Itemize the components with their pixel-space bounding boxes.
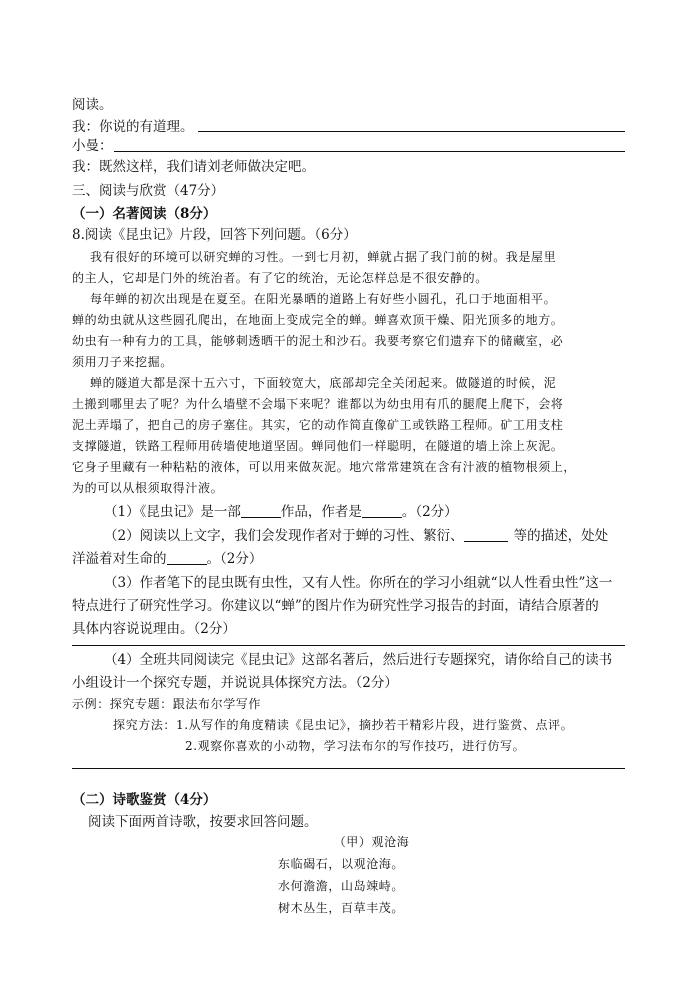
answer-line[interactable] [72,645,625,646]
answer-line[interactable] [72,768,625,769]
part-title: （二）诗歌鉴赏（4分） [72,792,217,808]
question-1 [104,503,458,521]
passage-line: 为的可以从根须取得汁液。 [72,481,224,495]
question-1-text: （1）《昆虫记》是一部 [104,504,241,520]
question-8: 8.阅读《昆虫记》片段，回答下列问题。（6分） [72,227,357,243]
answer-blank[interactable] [464,527,508,542]
poem-line: 东临碣石，以观沧海。 [278,857,405,871]
poem-line: 水何澹澹，山岛竦峙。 [278,879,405,893]
question-3-line: 特点进行了研究性学习。你建议以“蝉”的图片作为研究性学习报告的封面，请结合原著的 [72,598,599,614]
passage-line: 每年蝉的初次出现是在夏至。在阳光暴晒的道路上有好些小圆孔，孔口于地面相平。 [90,292,557,306]
part-intro: 阅读下面两首诗歌，按要求回答问题。 [88,814,318,830]
question-1-text: 作品，作者是 [280,504,362,520]
passage-line: 我有很好的环境可以研究蝉的习性。一到七月初，蝉就占据了我门前的树。我是屋里 [90,250,557,264]
dialogue-line-4: 我：既然这样，我们请刘老师做决定吧。 [72,159,315,175]
example-method-2: 2.观察你喜欢的小动物，学习法布尔的写作技巧，进行仿写。 [185,739,526,753]
example-topic: 示例：探究专题：跟法布尔学写作 [72,697,262,711]
passage-line: 幼虫有一种有力的工具，能够刺透晒干的泥土和沙石。我要考察它们遗弃下的储藏室，必 [72,334,564,348]
passage-line: 的主人，它却是门外的统治者。有了它的统治，无论怎样总是不很安静的。 [72,271,488,285]
passage-line: 支撑隧道，铁路工程师用砖墙使地道坚固。蝉同他们一样聪明，在隧道的墙上涂上灰泥。 [72,439,564,453]
answer-blank-line[interactable] [198,131,625,132]
question-4-line: 小组设计一个探究专题，并说说具体探究方法。（2分） [72,675,398,691]
answer-blank-line[interactable] [114,151,625,152]
answer-blank[interactable] [241,503,281,518]
passage-line: 泥土弄塌了，把自己的房子塞住。其实，它的动作简直像矿工或铁路工程师。矿工用支柱 [72,418,564,432]
question-2-text: 。（2分） [206,551,263,567]
dialogue-line-2: 我：你说的有道理。 [72,119,194,135]
question-2-text: 等的描述，处处 [513,528,609,544]
passage-line: 蝉的幼虫就从这些圆孔爬出，在地面上变成完全的蝉。蝉喜欢顶干燥、阳光顶多的地方。 [72,313,564,327]
dialogue-line-1: 阅读。 [72,97,113,113]
question-2-cont [72,550,262,568]
question-2-text: 洋溢着对生命的 [72,551,167,567]
poem-title [0,834,695,851]
poem-line: 树木丛生，百草丰茂。 [278,901,405,915]
question-2-text: （2）阅读以上文字，我们会发现作者对于蝉的习性、繁衍、 [104,528,464,544]
part-title: （一）名著阅读（8分） [72,206,217,222]
dialogue-line-3: 小曼： [72,138,113,154]
question-1-text: 。（2分） [401,504,458,520]
question-2 [104,527,608,545]
example-method-1: 探究方法：1.从写作的角度精读《昆虫记》，摘抄若干精彩片段，进行鉴赏、点评。 [113,718,574,732]
passage-line: 它身子里藏有一种粘粘的液体，可以用来做灰泥。地穴常常建筑在含有汁液的植物根须上， [72,460,577,474]
passage-line: 须用刀子来挖掘。 [72,355,173,369]
poem-title-text: （甲）观沧海 [333,835,410,849]
passage-line: 蝉的隧道大都是深十五六寸，下面较宽大，底部却完全关闭起来。做隧道的时候，泥 [90,376,557,390]
passage-line: 土搬到哪里去了呢？为什么墙壁不会塌下来呢？谁都以为幼虫用有爪的腿爬上爬下，会将 [72,397,564,411]
question-4-line: （4）全班共同阅读完《昆虫记》这部名著后，然后进行专题探究，请你给自己的读书 [104,652,613,668]
question-3-line: （3）作者笔下的昆虫既有虫性，又有人性。你所在的学习小组就“以人性看虫性”这一 [104,575,613,591]
question-3-line: 具体内容说说理由。（2分） [72,621,236,637]
answer-blank[interactable] [167,550,207,565]
answer-blank[interactable] [362,503,402,518]
section-title: 三、阅读与欣赏（47分） [72,183,225,199]
